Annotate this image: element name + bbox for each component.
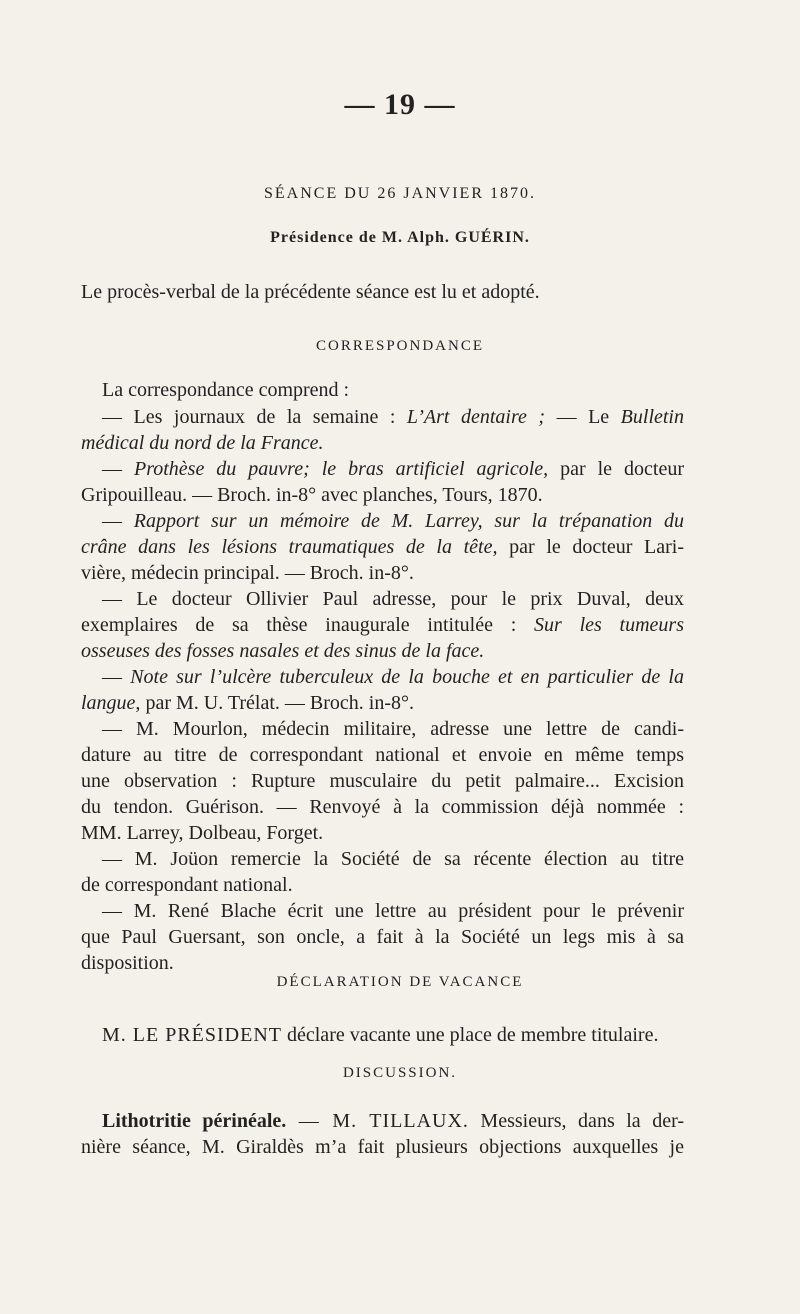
page-number: — 19 — — [344, 88, 456, 121]
text-line: — Les journaux de la semaine : L’Art dentaire ; — Le Bulletin — [102, 406, 684, 428]
text-line: M. LE PRÉSIDENT déclare vacante une place de membre titulaire. — [102, 1024, 659, 1046]
text-line: disposition. — [81, 952, 174, 974]
text-line: — M. Joüon remercie la Société de sa récente élection au titre — [102, 848, 684, 870]
text-line: — Rapport sur un mémoire de M. Larrey, sur la trépanation du — [102, 510, 684, 532]
text-line: Lithotritie périnéale. — M. TILLAUX. Messieurs, dans la der- — [102, 1110, 685, 1132]
text-line: langue, par M. U. Trélat. — Broch. in-8°. — [81, 692, 414, 714]
text-line: nière séance, M. Giraldès m’a fait plusieurs objections auxquelles je — [81, 1136, 684, 1158]
text-line: MM. Larrey, Dolbeau, Forget. — [81, 822, 324, 844]
heading-declaration: DÉCLARATION DE VACANCE — [276, 974, 524, 990]
text-line: médical du nord de la France. — [81, 432, 324, 454]
text-line: de correspondant national. — [81, 874, 293, 896]
text-line: — M. René Blache écrit une lettre au président pour le prévenir — [102, 900, 684, 922]
text-line: une observation : Rupture musculaire du petit palmaire... Excision — [81, 770, 684, 792]
presidence-line: Présidence de M. Alph. GUÉRIN. — [270, 229, 530, 246]
text-line: — M. Mourlon, médecin militaire, adresse une lettre de candi- — [102, 718, 684, 740]
text-line: vière, médecin principal. — Broch. in-8°. — [81, 562, 414, 584]
text-line: La correspondance comprend : — [102, 379, 350, 401]
text-line: crâne dans les lésions traumatiques de la tête, par le docteur Lari- — [81, 536, 685, 558]
proces-verbal-line: Le procès-verbal de la précédente séance est lu et adopté. — [81, 281, 540, 303]
text-line: exemplaires de sa thèse inaugurale intitulée : Sur les tumeurs — [81, 614, 685, 636]
text-line: que Paul Guersant, son oncle, a fait à la Société un legs mis à sa — [81, 926, 684, 948]
heading-discussion: DISCUSSION. — [342, 1065, 458, 1081]
text-line: — Le docteur Ollivier Paul adresse, pour le prix Duval, deux — [102, 588, 684, 610]
text-line: — Note sur l’ulcère tuberculeux de la bouche et en particulier de la — [102, 666, 684, 688]
seance-title: SÉANCE DU 26 JANVIER 1870. — [264, 185, 536, 202]
text-line: Gripouilleau. — Broch. in-8° avec planches, Tours, 1870. — [81, 484, 543, 506]
heading-correspondance: CORRESPONDANCE — [315, 338, 485, 354]
text-line: — Prothèse du pauvre; le bras artificiel agricole, par le docteur — [102, 458, 684, 480]
text-line: osseuses des fosses nasales et des sinus de la face. — [81, 640, 485, 662]
text-line: dature au titre de correspondant national et envoie en même temps — [81, 744, 684, 766]
text-line: du tendon. Guérison. — Renvoyé à la commission déjà nommée : — [81, 796, 684, 818]
